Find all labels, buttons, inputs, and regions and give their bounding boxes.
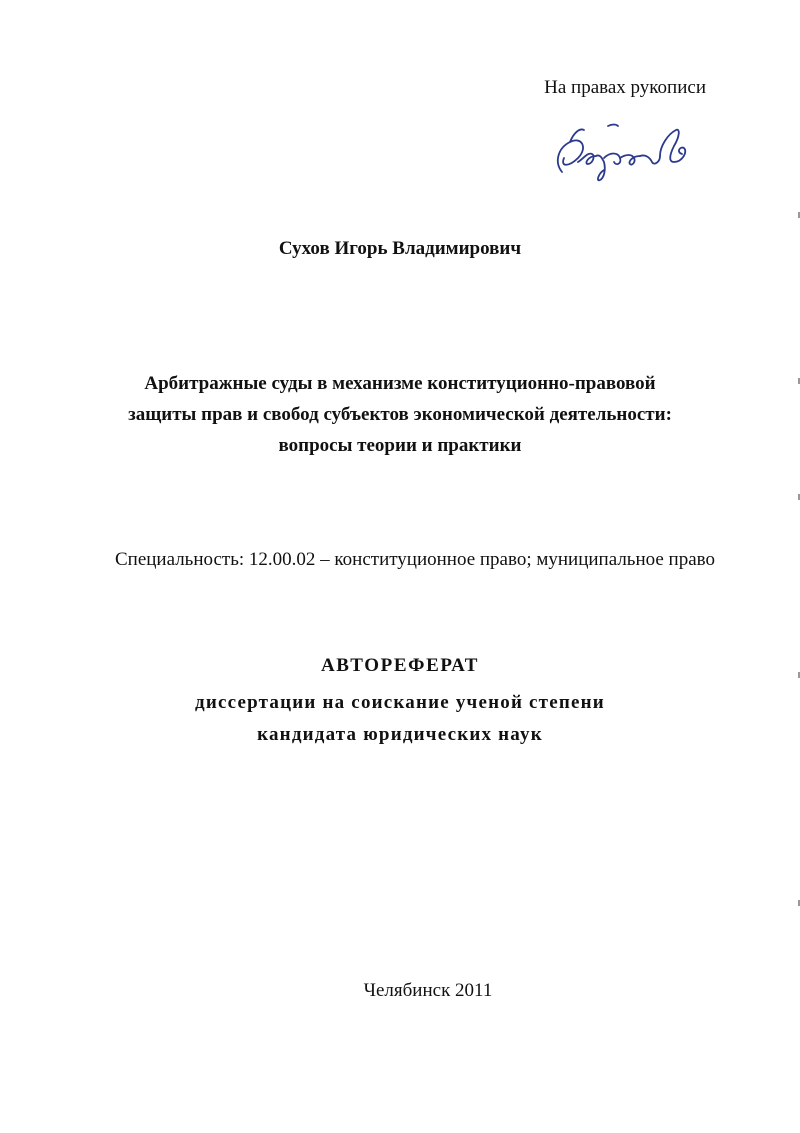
signature-image bbox=[548, 118, 708, 188]
title-line-2: защиты прав и свобод субъектов экономической деятельности: bbox=[128, 404, 672, 425]
specialty-line: Специальность: 12.00.02 – конституционное право; муниципальное право bbox=[114, 549, 715, 570]
title-line-1: Арбитражные суды в механизме конституционно-правовой bbox=[144, 373, 656, 394]
document-type-description bbox=[0, 687, 800, 751]
document-type-line-2: кандидата юридических наук bbox=[257, 724, 543, 745]
city-year: Челябинск 2011 bbox=[363, 980, 493, 1001]
document-type-heading: АВТОРЕФЕРАТ bbox=[320, 655, 480, 676]
dissertation-title bbox=[0, 368, 800, 461]
document-type-line-1: диссертации на соискание ученой степени bbox=[195, 692, 605, 713]
title-line-3: вопросы теории и практики bbox=[278, 435, 522, 456]
author-name: Сухов Игорь Владимирович bbox=[278, 238, 522, 259]
manuscript-note: На правах рукописи bbox=[544, 77, 706, 98]
